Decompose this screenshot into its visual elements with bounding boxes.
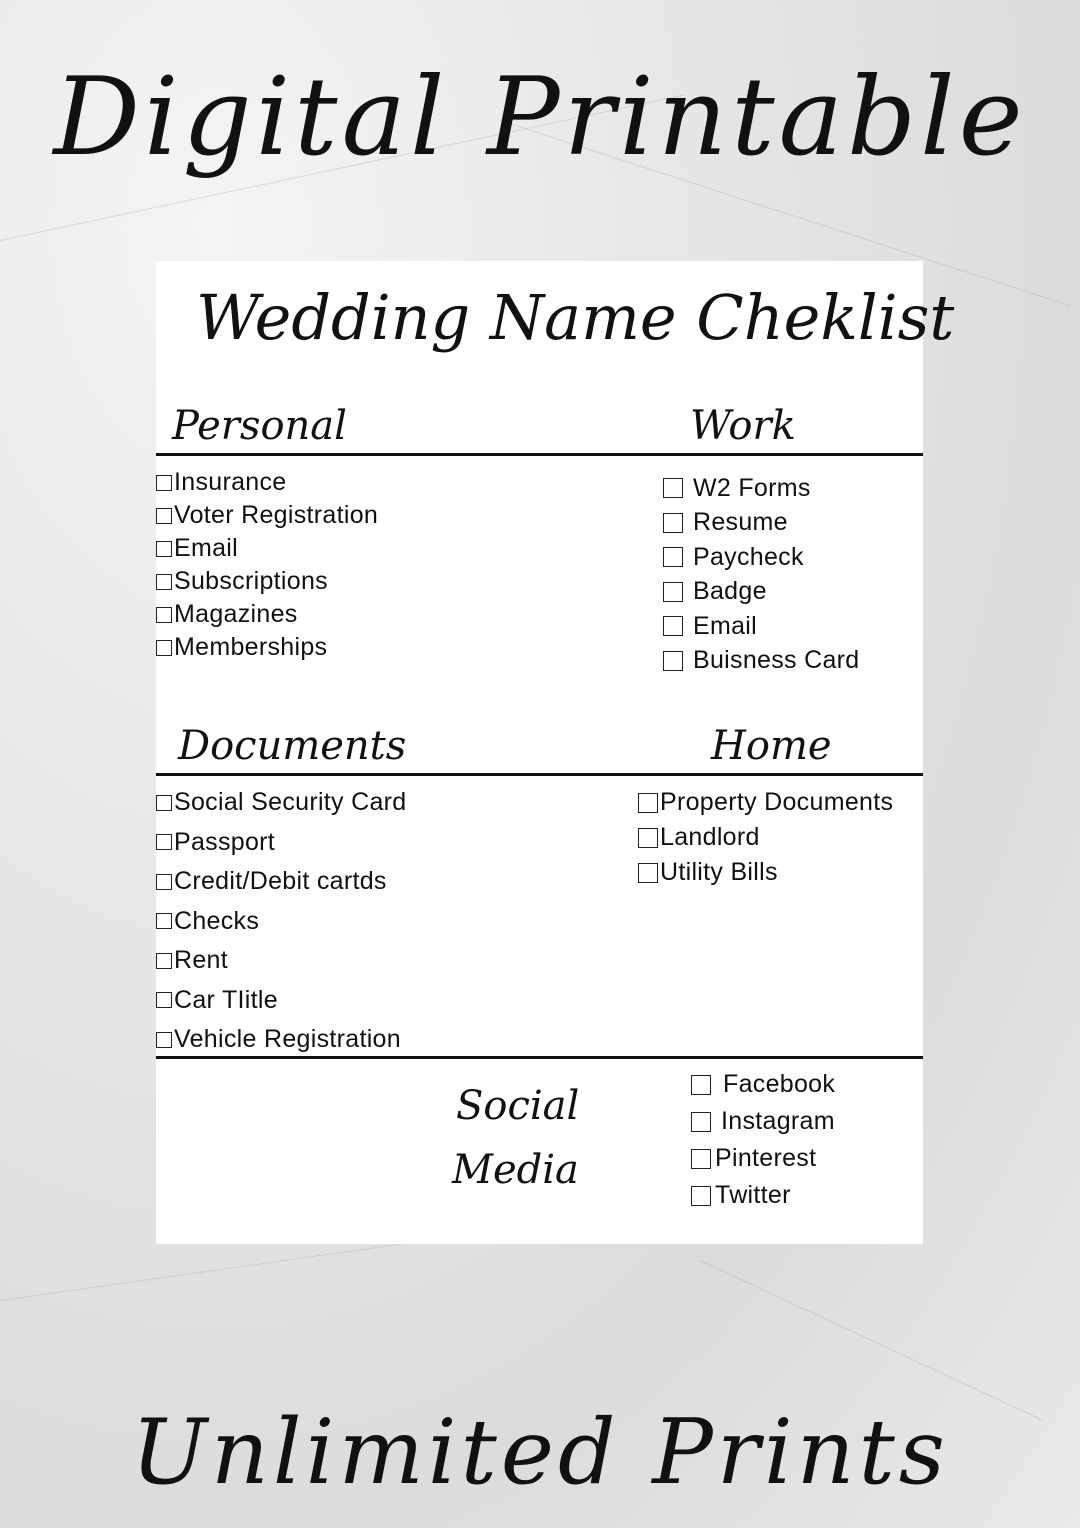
checklist-item-label: Badge [693,577,767,606]
section-heading-work: Work [690,403,796,449]
checklist-item-label: Landlord [660,823,760,851]
checklist-item [156,981,406,1021]
checklist-title: Wedding Name Cheklist [196,281,955,354]
social-media-checklist [691,1066,835,1214]
checkbox[interactable] [638,828,658,848]
page-title: Digital Printable [53,55,1027,180]
checklist-item-label: Memberships [174,633,328,661]
checklist-item [663,471,859,506]
work-checklist [663,471,859,678]
checklist-item [156,823,406,863]
checkbox[interactable] [156,874,172,890]
checklist-item [156,466,378,499]
home-checklist [638,785,893,890]
checklist-item-label: Email [174,534,239,562]
checklist-item [691,1103,835,1140]
checkbox[interactable] [156,834,172,850]
checkbox[interactable] [156,574,172,590]
checklist-item [638,785,893,820]
checkbox[interactable] [156,913,172,929]
checkbox[interactable] [156,508,172,524]
checklist-item [156,941,406,981]
section-divider [156,1056,923,1059]
checklist-item [156,902,406,942]
checkbox[interactable] [663,547,683,567]
checklist-item-label: Email [693,611,758,640]
checklist-item-label: Car TIitle [174,985,278,1014]
checklist-item [156,565,378,598]
checklist-item-label: Vehicle Registration [174,1025,401,1054]
checklist-item [156,862,406,902]
marble-vein [700,1260,1045,1422]
checklist-item [691,1140,835,1177]
checkbox[interactable] [156,640,172,656]
checkbox[interactable] [156,953,172,969]
checklist-item [156,499,378,532]
checklist-item-label: Subscriptions [174,567,328,595]
checklist-item-label: Credit/Debit cartds [174,867,387,896]
checklist-item [663,609,859,644]
section-divider [156,453,923,456]
checkbox[interactable] [691,1075,711,1095]
checklist-item [638,820,893,855]
checkbox[interactable] [691,1112,711,1132]
checklist-item-label: Passport [174,827,276,856]
checkbox[interactable] [156,607,172,623]
checkbox[interactable] [691,1186,711,1206]
checklist-item [156,1020,406,1060]
checkbox[interactable] [156,541,172,557]
checklist-item [156,532,378,565]
checklist-item-label: Resume [693,508,788,537]
checklist-item-label: Property Documents [660,788,894,816]
personal-checklist [156,466,378,664]
documents-checklist [156,783,406,1060]
checklist-item [691,1177,835,1214]
checkbox[interactable] [156,1032,172,1048]
checkbox[interactable] [663,616,683,636]
checklist-item-label: Buisness Card [693,646,860,675]
checklist-item-label: Checks [174,906,260,935]
checklist-item-label: Facebook [723,1070,836,1098]
section-heading-media: Media [452,1147,579,1193]
checkbox[interactable] [663,651,683,671]
checklist-item [156,598,378,631]
section-heading-documents: Documents [178,723,407,769]
checkbox[interactable] [638,793,658,813]
checkbox[interactable] [156,992,172,1008]
checkbox[interactable] [663,478,683,498]
checklist-item-label: Insurance [174,468,287,496]
checkbox[interactable] [663,513,683,533]
section-heading-social: Social [456,1083,580,1129]
checklist-item [663,644,859,679]
checklist-item-label: Voter Registration [174,501,379,529]
checklist-item-label: W2 Forms [693,473,811,502]
checklist-item-label: Instagram [721,1107,835,1135]
checklist-item [663,506,859,541]
checklist-item [691,1066,835,1103]
checklist-item-label: Social Security Card [174,788,407,817]
checklist-item [663,540,859,575]
footer-title: Unlimited Prints [131,1400,949,1505]
checklist-item-label: Rent [174,946,229,975]
checklist-item-label: Twitter [715,1181,791,1209]
checklist-item [638,855,893,890]
checkbox[interactable] [156,475,172,491]
checklist-item [156,783,406,823]
checkbox[interactable] [156,795,172,811]
section-heading-home: Home [711,723,832,769]
checklist-item-label: Magazines [174,600,298,628]
checklist-item-label: Paycheck [693,542,804,571]
checkbox[interactable] [663,582,683,602]
checklist-item-label: Utility Bills [660,858,778,886]
checklist-card [156,261,955,1244]
checkbox[interactable] [691,1149,711,1169]
checklist-item-label: Pinterest [715,1144,817,1172]
checklist-item [663,575,859,610]
section-divider [156,773,923,776]
checklist-item [156,631,378,664]
checkbox[interactable] [638,863,658,883]
section-heading-personal: Personal [172,403,347,449]
